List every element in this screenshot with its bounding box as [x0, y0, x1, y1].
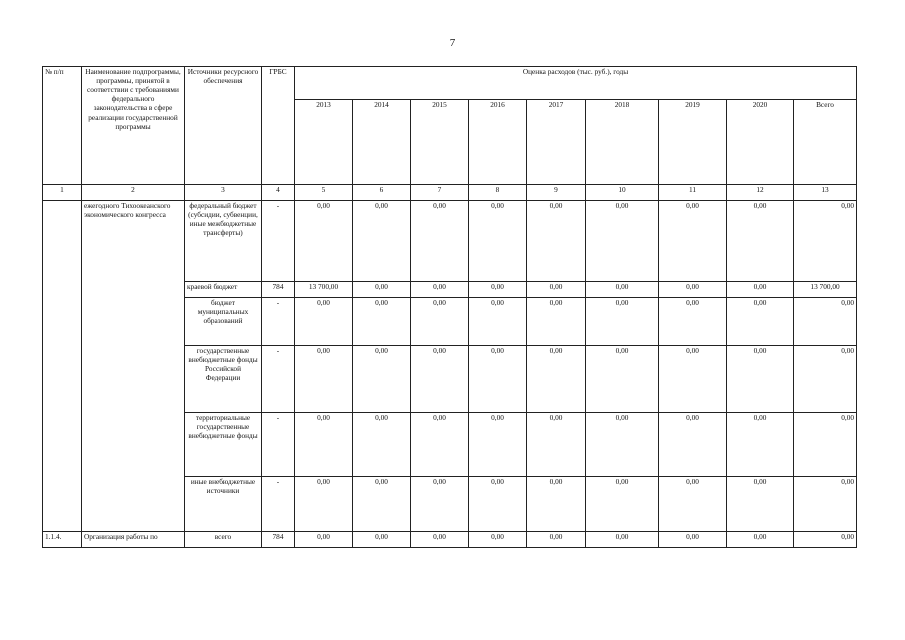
value-cell-total: 0,00 [794, 346, 857, 413]
source-cell: федеральный бюджет (субсидии, субвенции, иные межбюджетные трансферты) [185, 201, 262, 282]
value-cell: 0,00 [586, 532, 659, 548]
source-cell: территориальные государственные внебюджетные фонды [185, 413, 262, 477]
column-number: 13 [794, 185, 857, 201]
value-cell: 0,00 [411, 346, 469, 413]
source-cell: всего [185, 532, 262, 548]
value-cell: 0,00 [659, 346, 727, 413]
header-sources: Источники ресурсного обеспечения [185, 67, 262, 185]
value-cell: 0,00 [586, 201, 659, 282]
value-cell: 0,00 [659, 413, 727, 477]
column-number: 1 [43, 185, 82, 201]
grbs-cell: 784 [262, 282, 295, 298]
value-cell: 0,00 [527, 346, 586, 413]
value-cell: 0,00 [527, 298, 586, 346]
value-cell: 0,00 [353, 282, 411, 298]
header-year: 2020 [727, 100, 794, 185]
value-cell: 0,00 [727, 201, 794, 282]
value-cell: 0,00 [659, 201, 727, 282]
grbs-cell: - [262, 346, 295, 413]
source-cell: государственные внебюджетные фонды Российской Федерации [185, 346, 262, 413]
value-cell: 0,00 [586, 346, 659, 413]
value-cell: 0,00 [411, 201, 469, 282]
value-cell: 0,00 [659, 477, 727, 532]
subprogram-name: ежегодного Тихоокеанского экономического конгресса [82, 201, 185, 532]
value-cell: 0,00 [659, 298, 727, 346]
header-year: 2018 [586, 100, 659, 185]
value-cell-total: 13 700,00 [794, 282, 857, 298]
header-name: Наименование подпрограммы, программы, принятой в соответствии с требованиями федерального законодательства в сфере реализации государственной программы [82, 67, 185, 185]
table-row [43, 201, 857, 282]
grbs-cell: - [262, 298, 295, 346]
header-year: 2019 [659, 100, 727, 185]
grbs-cell: 784 [262, 532, 295, 548]
value-cell: 0,00 [295, 413, 353, 477]
value-cell-total: 0,00 [794, 201, 857, 282]
budget-table [42, 66, 857, 548]
header-year: 2016 [469, 100, 527, 185]
value-cell: 0,00 [586, 298, 659, 346]
value-cell: 0,00 [411, 282, 469, 298]
value-cell: 0,00 [411, 532, 469, 548]
value-cell: 0,00 [659, 532, 727, 548]
value-cell: 0,00 [353, 298, 411, 346]
value-cell: 0,00 [527, 477, 586, 532]
header-year: 2017 [527, 100, 586, 185]
value-cell: 0,00 [586, 282, 659, 298]
value-cell: 0,00 [586, 477, 659, 532]
value-cell: 0,00 [527, 201, 586, 282]
value-cell-total: 0,00 [794, 477, 857, 532]
value-cell: 0,00 [727, 298, 794, 346]
value-cell: 13 700,00 [295, 282, 353, 298]
value-cell: 0,00 [527, 282, 586, 298]
column-number: 2 [82, 185, 185, 201]
column-number: 12 [727, 185, 794, 201]
row-number-cell: 1.1.4. [43, 532, 82, 548]
column-number: 5 [295, 185, 353, 201]
value-cell: 0,00 [469, 282, 527, 298]
value-cell: 0,00 [727, 413, 794, 477]
value-cell: 0,00 [527, 413, 586, 477]
column-number: 11 [659, 185, 727, 201]
column-number: 3 [185, 185, 262, 201]
header-year: 2014 [353, 100, 411, 185]
header-grbs: ГРБС [262, 67, 295, 185]
value-cell: 0,00 [659, 282, 727, 298]
value-cell: 0,00 [295, 298, 353, 346]
value-cell: 0,00 [353, 201, 411, 282]
value-cell: 0,00 [353, 532, 411, 548]
value-cell: 0,00 [353, 477, 411, 532]
value-cell: 0,00 [295, 477, 353, 532]
value-cell-total: 0,00 [794, 298, 857, 346]
column-number: 8 [469, 185, 527, 201]
value-cell: 0,00 [411, 413, 469, 477]
column-number-row [43, 185, 857, 201]
value-cell: 0,00 [353, 413, 411, 477]
header-row-1 [43, 67, 857, 100]
value-cell: 0,00 [727, 532, 794, 548]
column-number: 9 [527, 185, 586, 201]
grbs-cell: - [262, 477, 295, 532]
subprogram-name: Организация работы по [82, 532, 185, 548]
table-row [43, 532, 857, 548]
source-cell: краевой бюджет [185, 282, 262, 298]
column-number: 4 [262, 185, 295, 201]
header-year-total: Всего [794, 100, 857, 185]
column-number: 7 [411, 185, 469, 201]
value-cell: 0,00 [411, 477, 469, 532]
grbs-cell: - [262, 413, 295, 477]
value-cell: 0,00 [469, 201, 527, 282]
value-cell: 0,00 [727, 346, 794, 413]
column-number: 6 [353, 185, 411, 201]
page-number: 7 [449, 37, 456, 49]
value-cell: 0,00 [353, 346, 411, 413]
value-cell: 0,00 [411, 298, 469, 346]
value-cell: 0,00 [295, 201, 353, 282]
value-cell: 0,00 [469, 532, 527, 548]
value-cell: 0,00 [727, 477, 794, 532]
value-cell: 0,00 [469, 413, 527, 477]
value-cell-total: 0,00 [794, 413, 857, 477]
grbs-cell: - [262, 201, 295, 282]
value-cell: 0,00 [727, 282, 794, 298]
value-cell: 0,00 [469, 346, 527, 413]
header-year: 2015 [411, 100, 469, 185]
value-cell: 0,00 [295, 532, 353, 548]
value-cell: 0,00 [469, 298, 527, 346]
source-cell: иные внебюджетные источники [185, 477, 262, 532]
row-number-cell [43, 201, 82, 532]
value-cell: 0,00 [295, 346, 353, 413]
source-cell: бюджет муниципальных образований [185, 298, 262, 346]
header-estimate: Оценка расходов (тыс. руб.), годы [295, 67, 857, 100]
value-cell: 0,00 [586, 413, 659, 477]
header-year: 2013 [295, 100, 353, 185]
header-npp: № п/п [43, 67, 82, 185]
column-number: 10 [586, 185, 659, 201]
value-cell: 0,00 [527, 532, 586, 548]
value-cell: 0,00 [469, 477, 527, 532]
value-cell-total: 0,00 [794, 532, 857, 548]
